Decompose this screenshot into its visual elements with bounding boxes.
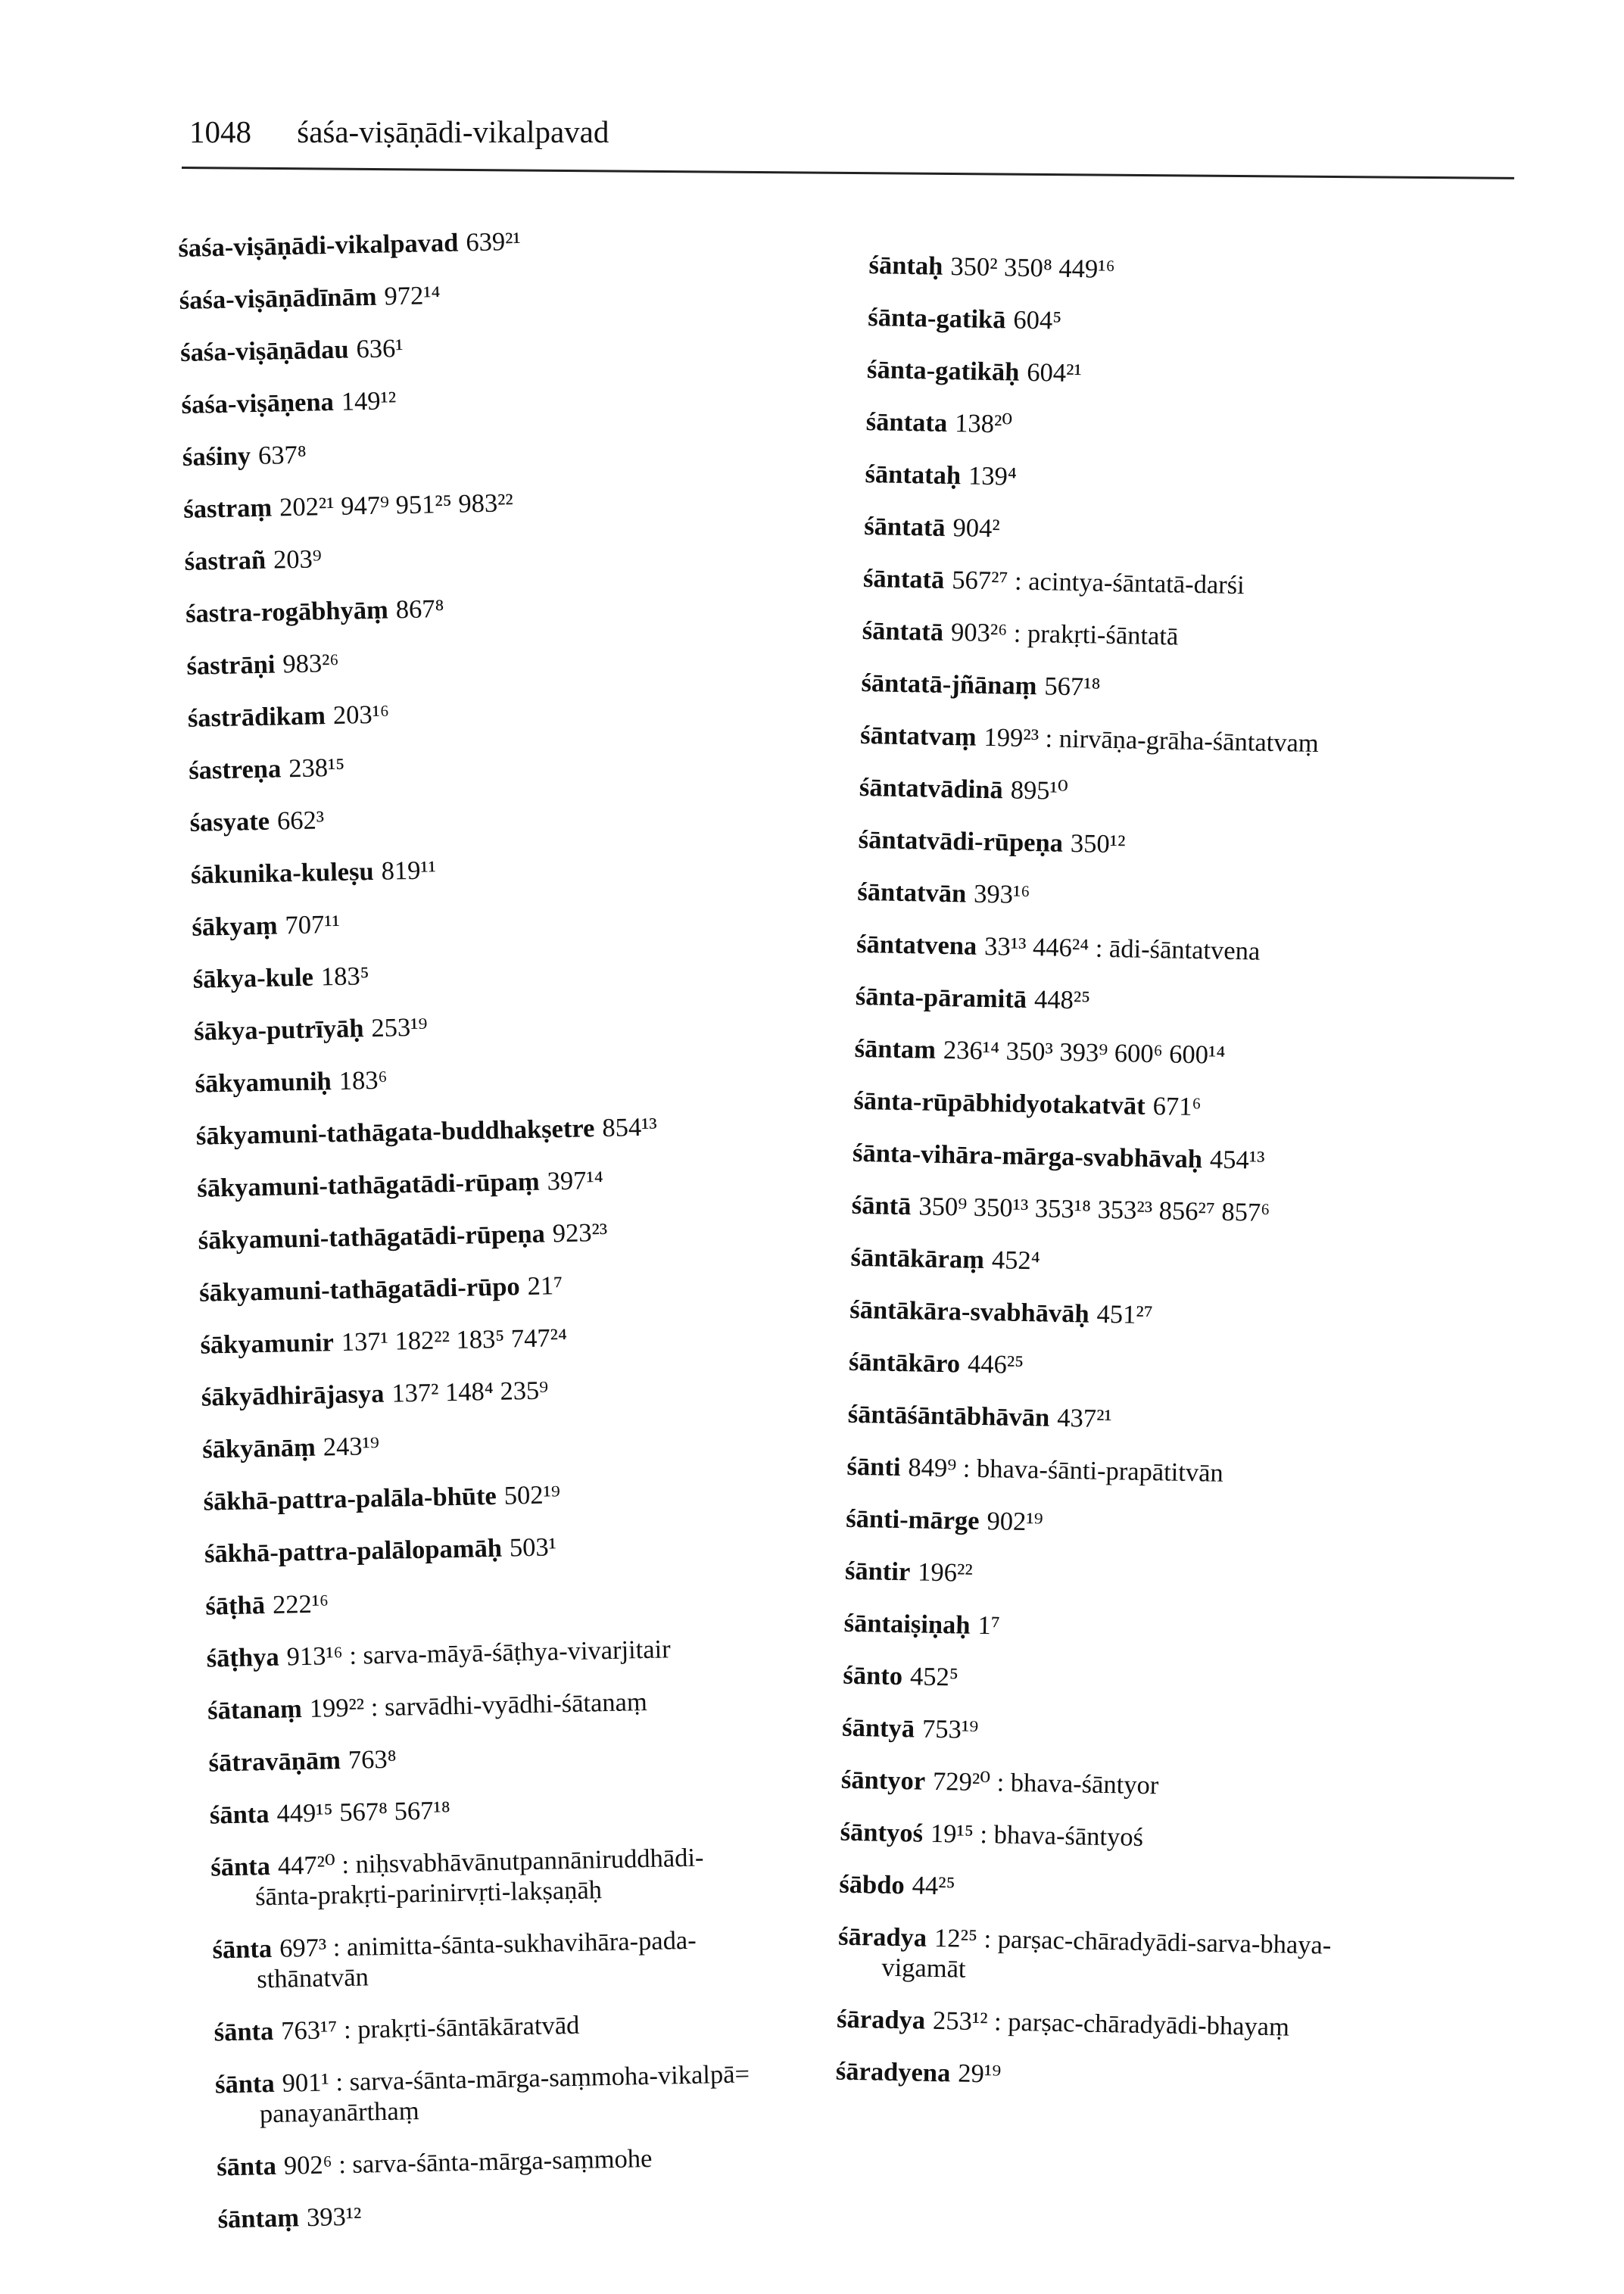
entry-references: 447²⁰ : niḥsvabhāvānutpannāniruddhādi- [277,1843,704,1881]
entry-references: 203¹⁶ [332,700,390,731]
entry-references: 243¹⁹ [323,1431,380,1462]
entry-continuation: panayanārthaṃ [259,2096,419,2129]
entry-references: 33¹³ 446²⁴ : ādi-śāntatvena [983,931,1261,966]
index-entry [199,1265,843,1308]
entry-headword: śānta [216,2151,277,2182]
entry-references: 923²³ [552,1217,608,1248]
index-entry [856,981,1538,1024]
entry-headword: śāntatvādinā [859,772,1004,805]
entry-references: 849⁹ : bhava-śānti-prapātitvān [908,1453,1224,1488]
entry-references: 44²⁵ [912,1871,955,1901]
entry-headword: śāntir [844,1556,911,1587]
entry-references: 904² [952,513,1001,544]
entry-headword: śākyamuni-tathāgatādi-rūpaṃ [196,1167,541,1203]
entry-references: 238¹⁵ [288,753,345,784]
entry-references: 196²² [917,1557,974,1588]
entry-headword: śaśa-viṣāṇādīnām [179,282,377,315]
entry-headword: śāntatā [862,616,944,647]
entry-headword: śāntatā-jñānaṃ [861,668,1037,701]
entry-references: 604⁵ [1013,305,1062,335]
entry-references: 1⁷ [977,1610,1001,1641]
entry-references: 895¹⁰ [1010,775,1069,806]
entry-references: 454¹³ [1209,1145,1265,1175]
index-entry [178,220,822,263]
entry-headword: śānta-gatikā [868,302,1006,335]
entry-headword: śāntatā [862,563,945,594]
entry-references: 903²⁶ : prakṛti-śāntatā [950,618,1179,651]
entry-references: 183⁶ [338,1065,388,1096]
entry-headword: śākhā-pattra-palāla-bhūte [203,1481,497,1516]
entry-references: 451²⁷ [1096,1299,1154,1330]
index-entry [859,772,1541,815]
entry-headword: śānta [210,1851,271,1882]
entry-headword: śaśiny [182,441,251,472]
index-entry [198,1213,842,1256]
index-entry [195,1056,839,1099]
index-entry [196,1108,840,1152]
entry-references: 452⁴ [991,1245,1041,1276]
entry-references: 12²⁵ : parṣac-chāradyādi-sarva-bhaya- [934,1923,1332,1960]
index-entry [181,377,825,420]
entry-headword: śāntyoś [840,1817,924,1848]
index-entry [200,1317,844,1361]
entry-headword: śastrādikam [187,701,326,733]
entry-headword: śāntam [854,1033,937,1064]
index-entry [205,1579,849,1622]
entry-headword: śākya-putrīyāḥ [193,1014,364,1046]
header-rule [182,167,1514,179]
entry-headword: śāntaḥ [868,250,943,281]
entry-references: 867⁸ [395,594,444,625]
index-entry [183,482,828,525]
index-entry [843,1660,1525,1703]
entry-headword: śastra-rogābhyāṃ [185,595,389,628]
entry-headword: śānta [209,1800,270,1830]
entry-headword: śāṭhā [205,1591,266,1621]
index-entry [841,1765,1523,1807]
entry-headword: śānta [214,2068,276,2099]
entry-references: 452⁵ [909,1662,959,1692]
entry-headword: śastreṇa [188,754,282,785]
entry-references: 671⁶ [1152,1092,1202,1122]
entry-headword: śākyamuni-tathāgatādi-rūpeṇa [198,1219,546,1255]
index-entry [860,720,1542,762]
index-entry [863,563,1545,606]
entry-headword: śāntaṃ [217,2203,300,2234]
entry-headword: śānti-mārge [845,1504,980,1535]
entry-headword: śāradyena [835,2056,951,2088]
entry-headword: śākyaṃ [192,911,278,942]
entry-references: 350² 350⁸ 449¹⁶ [950,251,1115,284]
entry-references: 202²¹ 947⁹ 951²⁵ 983²² [279,488,514,522]
entry-headword: śānta [214,2016,274,2047]
index-entry [865,407,1548,449]
index-entry [189,743,833,786]
index-entry [852,1190,1534,1233]
entry-headword: śānta [212,1934,273,1965]
index-entry [864,511,1546,553]
entry-headword: śaśa-viṣāṇena [181,387,335,419]
index-entry [846,1504,1528,1546]
entry-headword: śastrāṇi [186,650,276,681]
index-entry [191,847,835,890]
left-column [178,220,862,2257]
entry-references: 183⁵ [320,962,370,992]
running-head: śaśa-viṣāṇādi-vikalpavad [297,114,609,149]
index-entry [201,1370,845,1413]
entry-headword: śāntyor [840,1765,926,1796]
entry-references: 199²³ : nirvāṇa-grāha-śāntatvaṃ [983,722,1320,758]
entry-references: 707¹¹ [285,909,341,940]
entry-references: 972¹⁴ [384,281,441,311]
entry-headword: śānti [846,1451,901,1482]
entry-references: 137² 148⁴ 235⁹ [391,1376,549,1408]
entry-references: 901¹ : sarva-śānta-mārga-saṃmoha-vikalpā= [282,2059,750,2098]
index-entry [842,1713,1524,1755]
entry-headword: śāntatvena [856,929,977,961]
entry-references: 137¹ 182²² 183⁵ 747²⁴ [341,1323,568,1357]
index-entry [192,952,837,995]
entry-headword: śākyamuni-tathāgatādi-rūpo [198,1272,521,1308]
entry-references: 397¹⁴ [547,1165,604,1196]
entry-headword: śānta-gatikāḥ [866,354,1020,387]
index-entry [207,1683,852,1726]
index-entry [182,429,827,472]
entry-references: 449¹⁵ 567⁸ 567¹⁸ [276,1796,451,1828]
index-entry [849,1295,1532,1337]
entry-headword: śāradya [837,1922,927,1953]
entry-continuation: sthānatvān [256,1962,369,1994]
index-entry [853,1138,1535,1180]
entry-references: 902¹⁹ [987,1507,1044,1537]
index-entry [202,1422,846,1465]
index-entry [862,616,1544,658]
entry-headword: śāntata [865,407,948,438]
entry-headword: śānta-rūpābhidyotakatvāt [853,1086,1146,1121]
entry-headword: śākhā-pattra-palālopamāḥ [204,1533,503,1569]
index-entry [865,459,1547,501]
index-entry [189,795,834,838]
index-entry [203,1474,847,1517]
entry-references: 19¹⁵ : bhava-śāntyoś [930,1819,1144,1852]
entry-headword: śāntatvaṃ [859,720,977,752]
entry-headword: śastraṃ [182,493,273,524]
entry-headword: śāntākāra-svabhāvāḥ [849,1295,1089,1329]
entry-headword: śāntatvādi-rūpeṇa [858,824,1064,858]
entry-headword: śākyānāṃ [201,1432,316,1464]
index-entry [179,273,823,316]
index-entry [858,824,1540,867]
entry-references: 753¹⁹ [921,1714,979,1744]
entry-references: 763¹⁷ : prakṛti-śāntākāratvād [280,2010,580,2046]
entry-headword: śāntataḥ [865,459,962,491]
entry-references: 437²¹ [1056,1403,1113,1434]
entry-references: 567¹⁸ [1044,672,1101,702]
entry-headword: śākyamuni-tathāgata-buddhakṣetre [195,1114,595,1151]
index-entry [850,1242,1532,1285]
index-entry [186,638,831,681]
entry-headword: śākya-kule [192,962,314,994]
index-entry [836,2056,1518,2099]
entry-references: 636¹ [356,334,404,364]
entry-headword: śāntaiṣiṇaḥ [843,1608,971,1640]
entry-references: 236¹⁴ 350³ 393⁹ 600⁶ 600¹⁴ [943,1035,1226,1070]
entry-references: 913¹⁶ : sarva-māyā-śāṭhya-vivarjitair [286,1635,672,1672]
entry-references: 448²⁵ [1033,985,1091,1015]
index-entry [868,250,1551,292]
index-entry [837,1922,1520,1994]
index-entry [857,877,1539,919]
index-entry [206,1631,850,1674]
entry-headword: śaśa-viṣāṇādi-vikalpavad [178,228,459,263]
index-entry [192,899,836,943]
entry-references: 854¹³ [602,1112,658,1142]
index-entry [861,668,1543,710]
entry-continuation: śānta-prakṛti-parinirvṛti-lakṣaṇāḥ [254,1875,603,1912]
entry-headword: śākyādhirājasya [201,1379,385,1412]
entry-headword: śāradya [836,2004,926,2035]
entry-headword: śākyamunir [200,1328,335,1360]
entry-references: 253¹⁹ [371,1012,428,1043]
entry-references: 393¹⁶ [973,879,1030,910]
entry-references: 29¹⁹ [957,2059,1002,2089]
index-entry [185,586,830,629]
index-entry [839,1869,1521,1912]
entry-references: 138²⁰ [954,409,1013,439]
index-entry [197,1161,841,1204]
entry-headword: śāntāśāntābhāvān [847,1399,1050,1432]
entry-references: 819¹¹ [381,856,437,886]
page-number: 1048 [189,114,251,149]
index-entry [867,354,1549,397]
entry-headword: śāntā [851,1190,912,1221]
entry-references: 149¹² [341,386,397,416]
entry-references: 350⁹ 350¹³ 353¹⁸ 353²³ 856²⁷ 857⁶ [918,1192,1270,1227]
entry-headword: śasyate [189,806,270,837]
entry-references: 604²¹ [1027,357,1083,388]
entry-references: 639²¹ [465,226,522,257]
entry-references: 21⁷ [527,1271,563,1301]
entry-headword: śākyamuniḥ [195,1067,332,1099]
entry-references: 502¹⁹ [503,1480,561,1510]
entry-references: 393¹² [306,2202,362,2233]
entry-headword: śāntatvān [857,877,967,909]
index-entry [212,1922,856,1995]
entry-references: 763⁸ [348,1744,397,1775]
entry-references: 503¹ [509,1532,557,1563]
running-header [189,114,609,150]
index-entry [204,1526,849,1569]
entry-references: 567²⁷ : acintya-śāntatā-darśi [952,566,1245,600]
index-entry [187,690,831,734]
entry-references: 253¹² : parṣac-chāradyādi-bhayaṃ [932,2006,1290,2042]
index-entry [215,2056,859,2130]
entry-references: 697³ : animitta-śānta-sukhavihāra-pada- [279,1925,697,1963]
entry-headword: śānta-vihāra-mārga-svabhāvaḥ [852,1138,1203,1174]
entry-references: 662³ [276,806,325,836]
index-entry [847,1399,1529,1442]
index-entry [210,1788,854,1831]
entry-headword: śātanaṃ [207,1694,303,1725]
entry-headword: śastrañ [184,545,267,576]
entry-references: 203⁹ [273,544,323,575]
index-entry [856,929,1538,971]
index-entry [853,1086,1535,1128]
entry-references: 446²⁵ [967,1349,1024,1379]
entry-references: 199²² : sarvādhi-vyādhi-śātanaṃ [309,1687,648,1723]
index-entry [184,534,828,577]
entry-headword: śāntākāro [848,1347,961,1379]
index-entry [180,325,824,368]
index-entry [846,1451,1529,1494]
index-entry [840,1817,1522,1859]
index-entry [210,1840,855,1913]
index-entry [217,2191,862,2234]
index-entry [217,2139,861,2182]
entry-references: 222¹⁶ [272,1589,329,1619]
index-entry [194,1004,838,1047]
entry-references: 729²⁰ : bhava-śāntyor [932,1766,1159,1800]
index-entry [854,1033,1536,1076]
index-entry [837,2004,1519,2046]
entry-references: 637⁸ [257,440,307,470]
entry-references: 139⁴ [968,461,1018,491]
entry-references: 983²⁶ [282,648,339,679]
entry-headword: śāntyā [841,1713,915,1744]
index-entry [843,1608,1526,1650]
entry-headword: śānta-pāramitā [855,981,1027,1014]
right-column [835,250,1551,2121]
entry-headword: śāntākāraṃ [850,1242,985,1275]
entry-continuation: vigamāt [881,1953,966,1984]
index-entry [208,1735,853,1778]
index-entry [845,1556,1527,1598]
index-entry [849,1347,1531,1389]
entry-headword: śākunika-kuleṣu [190,856,374,890]
index-entry [214,2004,858,2047]
entry-headword: śāntatā [863,511,946,542]
entry-headword: śātravāṇām [208,1746,341,1778]
entry-headword: śānto [843,1660,903,1691]
entry-references: 902⁶ : sarva-śānta-mārga-saṃmohe [283,2143,653,2180]
entry-headword: śābdo [839,1869,906,1900]
index-entry [868,302,1550,344]
entry-references: 350¹² [1070,829,1126,859]
entry-headword: śaśa-viṣāṇādau [179,335,349,367]
entry-headword: śāṭhya [206,1642,280,1673]
